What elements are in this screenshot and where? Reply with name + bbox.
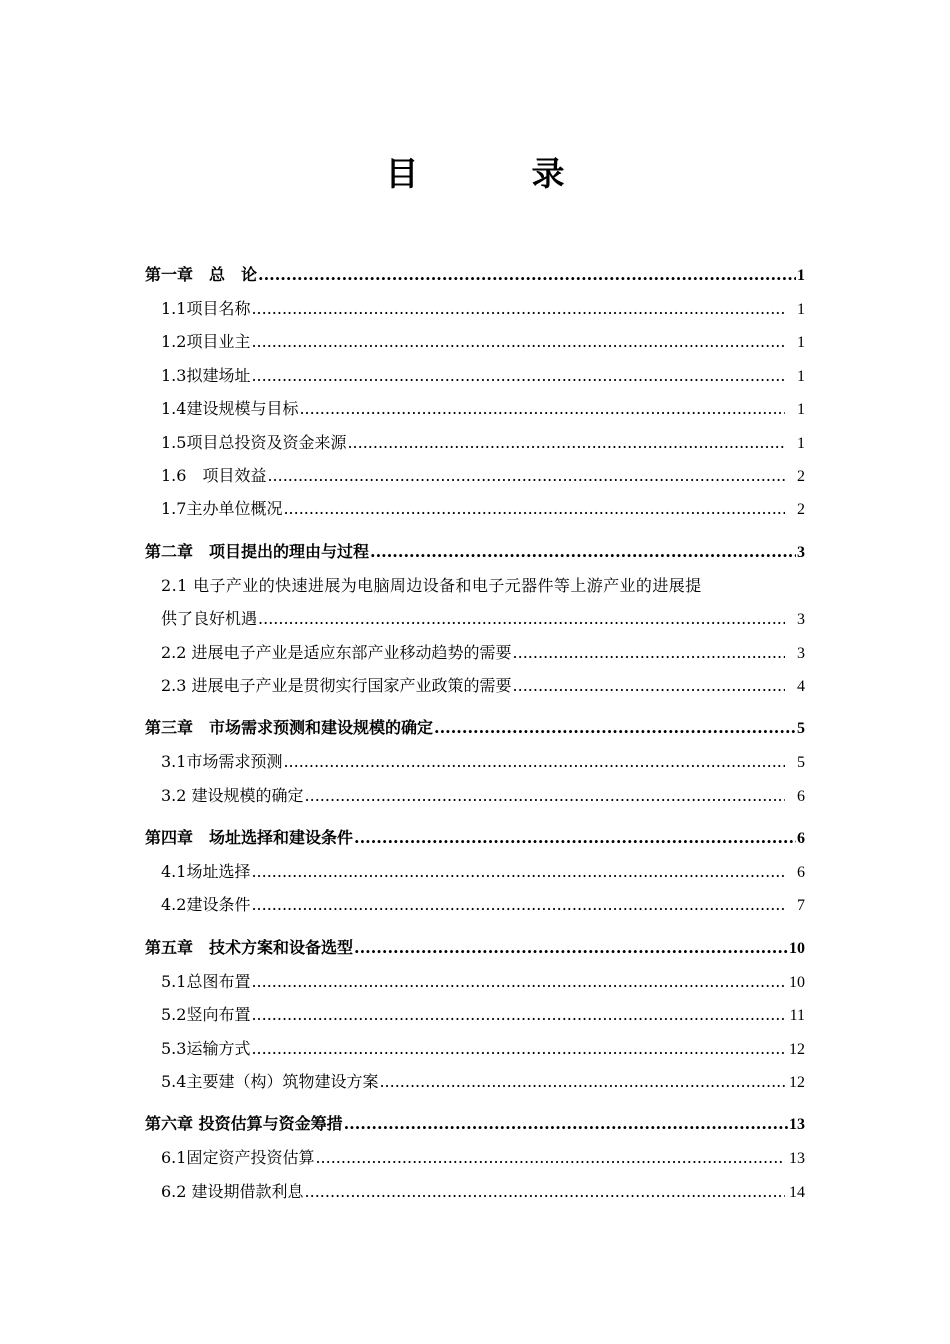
toc-page-number: 2: [797, 501, 805, 519]
dot-leader: [354, 821, 796, 855]
toc-section-2-2[interactable]: [145, 636, 805, 669]
toc-page-number: 13: [789, 1150, 805, 1168]
toc-label: 第五章 技术方案和设备选型: [145, 937, 354, 957]
toc-page-number: 1: [797, 401, 805, 419]
toc-label: 第三章 市场需求预测和建设规模的确定: [145, 718, 434, 738]
toc-section-1-6[interactable]: [145, 459, 805, 492]
toc-chapter-4[interactable]: [145, 821, 805, 855]
toc-page-number: 3: [797, 611, 805, 629]
toc-label: 第四章 场址选择和建设条件: [145, 828, 354, 848]
toc-label: 1.6 项目效益: [161, 465, 267, 485]
toc-page-number: 14: [789, 1183, 805, 1201]
toc-label: 5.4主要建（构）筑物建设方案: [161, 1072, 379, 1092]
toc-page-number: 3: [797, 543, 805, 561]
toc-page-number: 5: [797, 720, 805, 738]
toc-page-number: 7: [797, 897, 805, 915]
dot-leader: [513, 669, 785, 702]
dot-leader: [251, 325, 785, 358]
toc-page-number: 4: [797, 677, 805, 695]
toc-label: 1.3拟建场址: [161, 365, 251, 385]
toc-section-5-2[interactable]: [145, 998, 805, 1031]
toc-page-number: 1: [797, 434, 805, 452]
toc-label: 1.5项目总投资及资金来源: [161, 432, 347, 452]
toc-label: 6.2 建设期借款利息: [161, 1181, 304, 1201]
dot-leader: [251, 965, 785, 998]
dot-leader: [251, 292, 785, 325]
dot-leader: [305, 779, 785, 812]
toc-page-number: 3: [797, 644, 805, 662]
toc-label: 4.1场址选择: [161, 862, 251, 882]
toc-label: 6.1固定资产投资估算: [161, 1148, 315, 1168]
toc-chapter-6[interactable]: [145, 1107, 805, 1141]
toc-page-number: 2: [797, 467, 805, 485]
toc-page-number: 6: [797, 787, 805, 805]
toc-section-6-2[interactable]: [145, 1175, 805, 1208]
dot-leader: [251, 1032, 785, 1065]
dot-leader: [370, 535, 796, 569]
dot-leader: [305, 1175, 785, 1208]
dot-leader: [315, 1141, 785, 1174]
toc-label: 1.1项目名称: [161, 299, 251, 318]
dot-leader: [513, 636, 785, 669]
toc-page-number: 10: [789, 973, 805, 991]
toc-label: 第二章 项目提出的理由与过程: [145, 541, 370, 561]
toc-page-number: 1: [797, 267, 805, 284]
toc-section-1-2[interactable]: [145, 325, 805, 358]
toc-section-3-2[interactable]: [145, 779, 805, 812]
toc-label-line-1: 2.1 电子产业的快速进展为电脑周边设备和电子元器件等上游产业的进展提: [161, 575, 702, 595]
toc-section-1-5[interactable]: [145, 426, 805, 459]
toc-section-5-4[interactable]: [145, 1065, 805, 1098]
dot-leader: [344, 1107, 788, 1141]
toc-section-5-1[interactable]: [145, 965, 805, 998]
table-of-contents: [145, 258, 805, 1208]
toc-section-5-3[interactable]: [145, 1032, 805, 1065]
dot-leader: [251, 359, 785, 392]
dot-leader: [299, 392, 785, 425]
toc-page-number: 1: [797, 301, 805, 318]
toc-page-number: 12: [789, 1074, 805, 1092]
dot-leader: [258, 602, 785, 635]
dot-leader: [251, 855, 785, 888]
toc-label: 第六章 投资估算与资金筹措: [145, 1114, 343, 1134]
toc-label: 2.2 进展电子产业是适应东部产业移动趋势的需要: [161, 642, 512, 662]
toc-section-1-3[interactable]: [145, 359, 805, 392]
dot-leader: [354, 931, 788, 965]
dot-leader: [267, 459, 785, 492]
dot-leader: [251, 998, 785, 1031]
toc-page-number: 1: [797, 367, 805, 385]
toc-section-2-1[interactable]: [145, 569, 805, 636]
dot-leader: [283, 492, 785, 525]
toc-label: 5.2竖向布置: [161, 1005, 251, 1025]
toc-label: 1.4建设规模与目标: [161, 399, 299, 419]
toc-page-number: 12: [789, 1040, 805, 1058]
toc-label-line-2-row: [145, 602, 805, 635]
page-title: 目 录: [385, 154, 605, 193]
toc-section-4-1[interactable]: [145, 855, 805, 888]
dot-leader: [434, 711, 796, 745]
toc-label: 4.2建设条件: [161, 895, 251, 915]
toc-section-6-1[interactable]: [145, 1141, 805, 1174]
toc-page-number: 6: [797, 864, 805, 882]
toc-label: 1.7主办单位概况: [161, 499, 283, 519]
toc-label: 供了良好机遇: [161, 609, 258, 629]
toc-label: 5.1总图布置: [161, 971, 251, 991]
toc-label: 3.2 建设规模的确定: [161, 785, 304, 805]
toc-page-number: 6: [797, 830, 805, 848]
toc-section-2-3[interactable]: [145, 669, 805, 702]
toc-label: 第一章 总 论: [145, 265, 258, 284]
toc-page-number: 11: [789, 1007, 805, 1025]
toc-chapter-2[interactable]: [145, 535, 805, 569]
dot-leader: [258, 258, 796, 292]
toc-chapter-3[interactable]: [145, 711, 805, 745]
toc-chapter-1[interactable]: [145, 258, 805, 292]
toc-page-number: 10: [789, 939, 805, 957]
toc-section-1-7[interactable]: [145, 492, 805, 525]
toc-chapter-5[interactable]: [145, 931, 805, 965]
toc-section-4-2[interactable]: [145, 888, 805, 921]
toc-page-number: 5: [797, 754, 805, 772]
toc-label: 1.2项目业主: [161, 332, 251, 352]
dot-leader: [251, 888, 785, 921]
toc-label: 5.3运输方式: [161, 1038, 251, 1058]
toc-label: 3.1市场需求预测: [161, 752, 283, 772]
dot-leader: [347, 426, 785, 459]
toc-section-1-1[interactable]: [145, 292, 805, 325]
toc-page-number: 13: [789, 1116, 805, 1134]
toc-label: 2.3 进展电子产业是贯彻实行国家产业政策的需要: [161, 675, 512, 695]
toc-section-3-1[interactable]: [145, 745, 805, 778]
toc-section-1-4[interactable]: [145, 392, 805, 425]
toc-page-number: 1: [797, 334, 805, 352]
dot-leader: [379, 1065, 785, 1098]
dot-leader: [283, 745, 785, 778]
